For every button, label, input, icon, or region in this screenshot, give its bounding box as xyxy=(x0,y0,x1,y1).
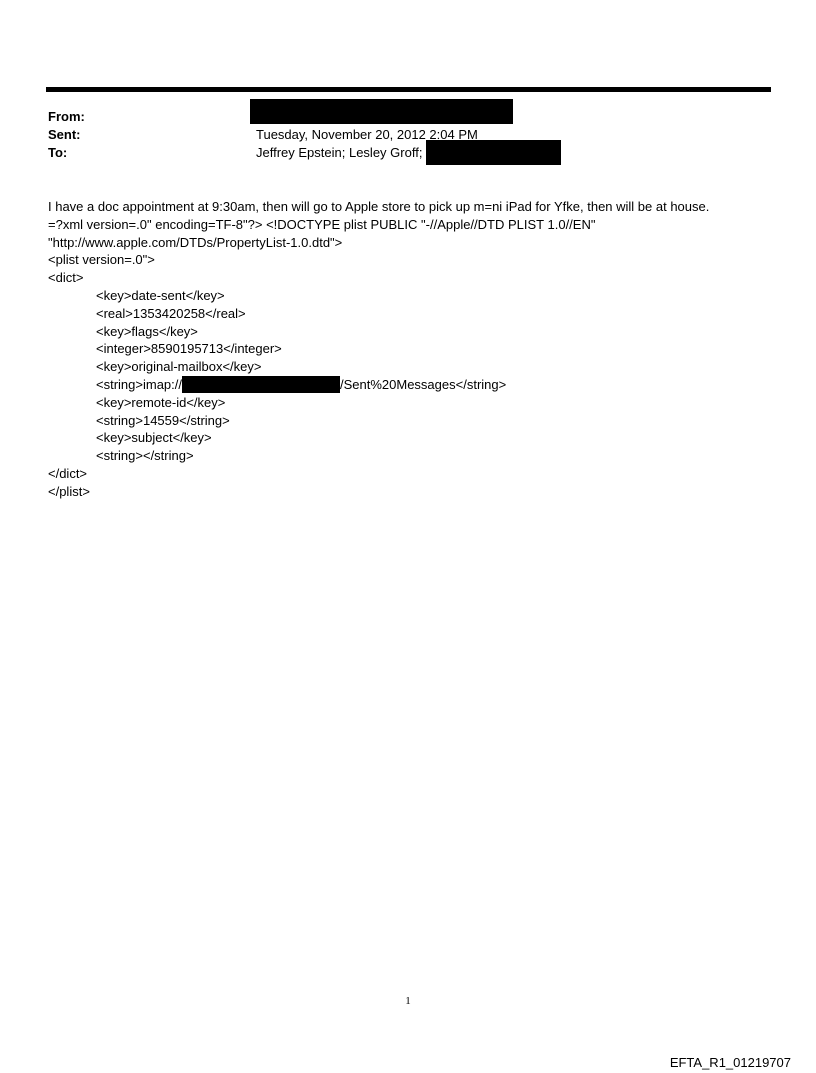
header-rule xyxy=(46,87,771,92)
plist-entry: <string></string> xyxy=(96,448,194,464)
imap-string-line xyxy=(48,376,778,394)
to-label: To: xyxy=(48,145,68,160)
plist-entry: <key>original-mailbox</key> xyxy=(96,359,262,375)
imap-suffix: /Sent%20Messages</string> xyxy=(340,376,507,392)
sent-value: Tuesday, November 20, 2012 2:04 PM xyxy=(256,127,478,142)
plist-open: <plist version=.0"> xyxy=(48,252,155,268)
redaction-to xyxy=(426,140,561,165)
plist-close: </plist> xyxy=(48,483,90,499)
plist-entry: <key>subject</key> xyxy=(96,430,212,446)
page-number: 1 xyxy=(405,995,411,1007)
plist-entry: <key>remote-id</key> xyxy=(96,394,226,410)
imap-prefix: <string>imap:// xyxy=(96,376,182,392)
plist-entry: <key>flags</key> xyxy=(96,323,198,339)
plist-entry: <key>date-sent</key> xyxy=(96,287,225,303)
plist-entry: <integer>8590195713</integer> xyxy=(96,341,282,357)
from-label: From: xyxy=(48,109,85,124)
plist-entry: <string>14559</string> xyxy=(96,412,230,428)
dict-open: <dict> xyxy=(48,270,84,286)
xml-declaration: =?xml version=.0" encoding=TF-8"?> <!DOCTYPE plist PUBLIC "-//Apple//DTD PLIST 1.0//EN" xyxy=(48,216,596,232)
dict-close: </dict> xyxy=(48,465,88,481)
sent-label: Sent: xyxy=(48,127,81,142)
redaction-imap xyxy=(182,376,340,393)
email-body xyxy=(48,198,778,501)
bates-number: EFTA_R1_01219707 xyxy=(669,1055,791,1070)
dtd-url: "http://www.apple.com/DTDs/PropertyList-1.0.dtd"> xyxy=(48,234,343,250)
to-value: Jeffrey Epstein; Lesley Groff; xyxy=(256,145,423,160)
body-message: I have a doc appointment at 9:30am, then will go to Apple store to pick up m=ni iPad for Yfke, then will be at house. xyxy=(48,199,710,214)
redaction-from xyxy=(250,99,513,124)
plist-entry: <real>1353420258</real> xyxy=(96,305,246,321)
